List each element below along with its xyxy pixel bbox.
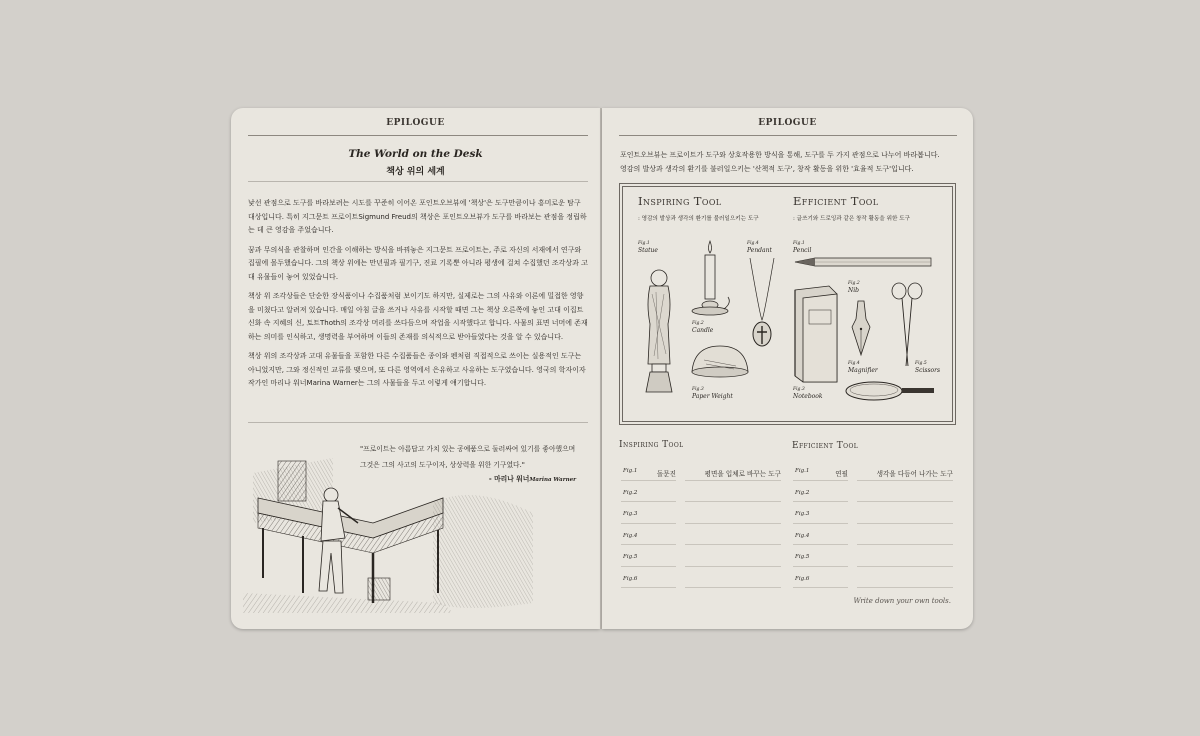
write-line [621, 523, 676, 524]
paragraph: 책상 위의 조각상과 고대 유물들을 포함한 다른 수집품들은 종이와 펜처럼 직접적으로 쓰이는 실용적인 도구는 아니었지만, 그와 정신적인 교류를 맺으며, 또 다른 영역에서 은유하고 사유하는 도구였습니다. 영국의 학자이자 작가인 마리나 워너Marina Warner는 그의 사물들을 두고 이렇게 얘기합니다. [248, 352, 586, 387]
list-row[interactable] [621, 485, 781, 507]
candle-illustration [690, 239, 732, 319]
right-page [602, 108, 973, 629]
figure-label-notebook: Fig.3 Notebook [793, 387, 823, 400]
list-row[interactable] [621, 528, 781, 550]
title-english: The World on the Desk [348, 148, 483, 160]
efficient-tool-title: Efficient Tool [793, 194, 879, 208]
open-book [231, 108, 973, 629]
nib-illustration [850, 299, 872, 357]
efficient-tool-list [793, 463, 953, 592]
fig-number: Fig.2 [623, 489, 638, 496]
fig-number: Fig.5 [795, 554, 810, 560]
write-your-own-note: Write down your own tools. [853, 597, 951, 605]
fig-number: Fig.3 [623, 511, 638, 517]
efficient-tool-subtitle: : 글쓰기와 드로잉과 같은 창작 활동을 위한 도구 [793, 216, 910, 222]
figure-label-scissors: Fig.5 Scissors [915, 361, 941, 374]
title-rule [248, 181, 588, 182]
fig-number: Fig.4 [795, 532, 810, 539]
intro-line: 영감의 발상과 생각의 환기를 불러일으키는 '산책적 도구', 창작 활동을 위한 '효율적 도구'입니다. [620, 165, 914, 173]
running-head: EPILOGUE [386, 118, 445, 128]
write-line [685, 587, 781, 588]
paper-weight-illustration [690, 344, 750, 379]
body-text [248, 197, 588, 397]
title-korean: 책상 위의 세계 [386, 167, 445, 177]
intro-line: 포인트오브뷰는 프로이트가 도구와 상호작용한 방식을 통해, 도구를 두 가지 관점으로 나누어 바라봅니다. [620, 151, 940, 159]
fig-number: Fig.3 [795, 511, 810, 517]
author-ko: - 마리나 워너 [488, 475, 530, 483]
fig-number: Fig.1 [795, 468, 810, 474]
tool-name: 연필 [835, 470, 848, 478]
list-row[interactable] [793, 549, 953, 571]
write-line [857, 501, 953, 502]
write-line [857, 523, 953, 524]
figure-label-magnifier: Fig.4 Magnifier [848, 361, 878, 374]
tools-illustration-frame [619, 183, 956, 425]
intro-text [620, 148, 965, 176]
pendant-illustration [748, 256, 776, 356]
header-rule [248, 135, 588, 136]
figure-label-pendant: Fig.4 Pendant [747, 241, 772, 254]
list-row[interactable] [793, 506, 953, 528]
write-line [685, 566, 781, 567]
write-line [621, 544, 676, 545]
write-line [857, 480, 953, 481]
inspiring-tool-list [621, 463, 781, 592]
figure-label-statue: Fig.1 Statue [638, 241, 658, 254]
paragraph: 낯선 관점으로 도구를 바라보려는 시도를 꾸준히 이어온 포인트오브뷰에 '책상'은 도구만큼이나 흥미로운 탐구 대상입니다. 특히 지그문트 프로이트Sigmund Freud의 책상은 포인트오브뷰가 도구를 바라보는 관점을 정립하는 데 큰 영감을 주었습니다. [248, 199, 587, 234]
scissors-illustration [890, 282, 924, 368]
left-page [231, 108, 600, 629]
list-row[interactable] [621, 549, 781, 571]
notebook-illustration [793, 284, 841, 384]
paragraph: 책상 위 조각상들은 단순한 장식품이나 수집품처럼 보이기도 하지만, 실제로는 그의 사유와 이론에 밀접한 영향을 미쳤다고 알려져 있습니다. 매일 아침 글을 쓰거나 사유를 시작할 때면 그는 책상 오른쪽에 놓인 고대 이집트 신화 속 지혜의 신, 토트Thoth의 조각상 머리를 쓰다듬으며 작업을 시작했다고 합니다. 사물의 표면 너머에 존재하는 의미를 인식하고, 생명력을 부여하며 이들의 존재를 의식적으로 받아들였다는 것을 알 수 있습니다. [248, 292, 588, 341]
inspiring-tool-title: Inspiring Tool [638, 194, 722, 208]
author-en: Marina Warner [529, 477, 576, 483]
inspiring-tool-subtitle: : 영감의 발상과 생각의 환기를 불러일으키는 도구 [638, 216, 759, 222]
write-line [793, 501, 848, 502]
desk-engraving-illustration [243, 453, 543, 613]
tool-description: 평면을 입체로 바꾸는 도구 [704, 470, 781, 478]
write-line [685, 523, 781, 524]
write-line [685, 480, 781, 481]
list-row[interactable] [621, 463, 781, 485]
header-rule [619, 135, 957, 136]
fig-number: Fig.6 [623, 575, 638, 582]
write-line [685, 501, 781, 502]
tool-name: 돌문진 [656, 470, 676, 478]
write-line [685, 544, 781, 545]
quote-rule [248, 422, 588, 423]
write-line [793, 544, 848, 545]
write-line [793, 480, 848, 481]
figure-label-nib: Fig.2 Nib [848, 281, 860, 294]
write-line [793, 523, 848, 524]
statue-illustration [638, 264, 680, 394]
list-row[interactable] [621, 506, 781, 528]
list-row[interactable] [793, 485, 953, 507]
fig-number: Fig.5 [623, 554, 638, 560]
efficient-list-title: Efficient Tool [792, 441, 859, 451]
quote-line: "프로이트는 아름답고 가치 있는 공예품으로 둘러싸여 있기를 좋아했으며 [360, 445, 576, 453]
fig-number: Fig.4 [623, 532, 638, 539]
fig-number: Fig.6 [795, 575, 810, 582]
list-row[interactable] [621, 571, 781, 593]
tool-description: 생각을 다듬어 나가는 도구 [876, 470, 953, 478]
quote-line: 그것은 그의 사고의 도구이자, 상상력을 위한 기구였다." [360, 461, 525, 469]
figure-label-candle: Fig.2 Candle [692, 321, 714, 334]
figure-label-pencil: Fig.1 Pencil [793, 241, 812, 254]
magnifier-illustration [844, 379, 936, 403]
figure-label-paper-weight: Fig.3 Paper Weight [692, 387, 733, 400]
fig-number: Fig.2 [795, 489, 810, 496]
write-line [857, 587, 953, 588]
inspiring-list-title: Inspiring Tool [619, 440, 684, 450]
write-line [621, 566, 676, 567]
write-line [621, 587, 676, 588]
write-line [621, 480, 676, 481]
pencil-illustration [793, 256, 935, 268]
write-line [793, 566, 848, 567]
list-row[interactable] [793, 528, 953, 550]
list-row[interactable] [793, 571, 953, 593]
fig-number: Fig.1 [623, 468, 638, 474]
write-line [793, 587, 848, 588]
running-head: EPILOGUE [758, 118, 817, 128]
write-line [621, 501, 676, 502]
list-row[interactable] [793, 463, 953, 485]
write-line [857, 566, 953, 567]
paragraph: 꿈과 무의식을 관찰하며 인간을 이해하는 방식을 바꿔놓은 지그문트 프로이트는, 주로 자신의 서재에서 연구와 집필에 몰두했습니다. 그의 책상 위에는 만년필과 필기구, 진료 기록뿐 아니라 평생에 걸쳐 수집했던 조각상과 고대 유물들이 놓여 있었습니다. [248, 245, 588, 281]
write-line [857, 544, 953, 545]
